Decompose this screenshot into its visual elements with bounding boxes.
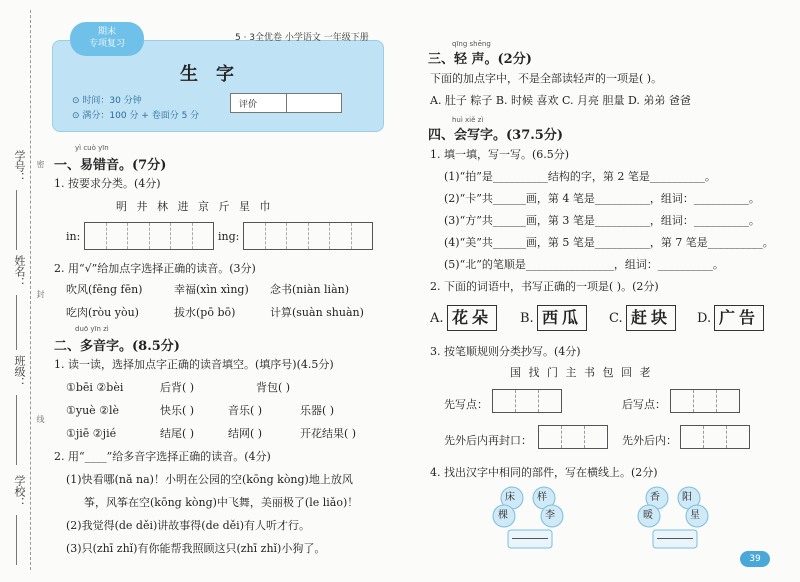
option-line[interactable]: A. 肚子 粽子 B. 时候 喜欢 C. 月亮 胆量 D. 弟弟 爸爸 [430,94,691,107]
option-word-c[interactable]: 赶块 [626,305,676,331]
choice-item[interactable]: 拔水(pō bō) [174,306,236,319]
section-pinyin: qīng shēng [452,40,491,48]
answer-line[interactable] [512,538,548,539]
option-label-d[interactable]: D. [697,311,712,326]
choice-item[interactable]: 计算(suàn shuàn) [270,306,364,319]
fill-line[interactable]: (5)“北”的笔顺是________________，组词：__________。 [444,258,724,271]
fill-line[interactable]: (4)“美”共______画，第 5 笔是__________，第 7 笔是__________。 [444,236,774,249]
option-word-a[interactable]: 花朵 [447,305,497,331]
question-text: 2. 下面的词语中，书写正确的一项是( )。(2分) [430,280,659,293]
fill-item[interactable]: 开花结果( ) [300,427,357,440]
fill-line[interactable]: (3)“方”共______画，第 3 笔是__________，组词：__________。 [444,214,760,227]
choice-item[interactable]: 吃肉(ròu yòu) [66,306,139,319]
answer-box[interactable] [538,425,608,449]
question-text: 4. 找出汉字中相同的部件，写在横线上。(2分) [430,466,658,479]
page-number: 39 [740,551,770,567]
option-label-b[interactable]: B. [520,311,534,326]
student-number-label: 学号： [13,150,26,183]
option-label-a[interactable]: A. [430,311,444,326]
question-text: 2. 用“√”给加点字选择正确的读音。(3分) [54,262,256,275]
time-info: ⊙ 时间：30 分钟 [72,96,142,106]
choice-item[interactable]: 幸福(xìn xìng) [174,283,249,296]
question-text: 2. 用“____”给多音字选择正确的读音。(4分) [54,450,271,463]
question-text: 1. 填一填，写一写。(6.5分) [430,148,570,161]
evaluation-box[interactable] [230,93,342,113]
fill-line[interactable]: (2)“卡”共______画，第 4 笔是__________，组词：__________。 [444,192,760,205]
section-title: 四、会写字。(37.5分) [428,128,563,143]
pot-char: 香 [650,492,660,503]
section-title: 一、易错音。(7分) [54,158,167,173]
fill-item[interactable]: 结尾( ) [160,427,195,440]
category-label: 后写点： [622,398,666,411]
series-line: 5 · 3全优卷 小学语文 一年级下册 [235,33,369,43]
school-label: 学校： [13,475,26,508]
passage-line[interactable]: (2)我觉得(de děi)讲故事得(de děi)有人听才行。 [66,519,310,532]
char-list: 明 井 林 进 京 斤 星 巾 [116,200,274,213]
name-label: 姓名： [13,255,26,288]
section-title: 三、轻 声。(2分) [428,52,532,67]
fill-item[interactable]: 音乐( ) [228,404,263,417]
seal-char: 线 [36,415,45,423]
section-pinyin: huì xiě zì [452,116,484,124]
option-label-c[interactable]: C. [609,311,623,326]
answer-box[interactable] [670,389,740,413]
fill-item[interactable]: 背包( ) [256,381,291,394]
section-pinyin: duō yīn zì [75,325,109,333]
passage-line[interactable]: 筝，风筝在空(kōng kòng)中飞舞，美丽极了(le liǎo)！ [84,496,359,509]
answer-box[interactable] [680,425,750,449]
binding-line [30,10,31,570]
class-label: 班级： [13,355,26,388]
in-answer-grid[interactable] [84,222,214,250]
evaluation-label: 评价 [239,100,258,110]
seal-char: 封 [36,290,45,298]
badge-line-1: 期末 [97,27,116,37]
pot-char: 李 [545,510,555,521]
ing-answer-grid[interactable] [243,222,373,250]
section-title: 二、多音字。(8.5分) [54,339,180,354]
option-word-d[interactable]: 广告 [714,305,764,331]
page-title: 生字 [180,64,252,85]
fill-line[interactable]: (1)“拍”是__________结构的字，第 2 笔是__________。 [444,170,716,183]
category-label: 先外后内： [622,434,677,447]
question-text: 下面的加点字中，不是全部读轻声的一项是( )。 [430,72,663,85]
name-line[interactable] [16,295,17,350]
choice-item[interactable]: 吹风(fēng fēn) [66,283,143,296]
option-word-b[interactable]: 西瓜 [537,305,587,331]
fill-item[interactable]: 乐器( ) [300,404,335,417]
ing-label: ing: [218,230,240,243]
category-label: 先外后内再封口： [444,434,532,447]
pot-char: 床 [505,492,515,503]
passage-line[interactable]: (1)快看哪(nǎ na)！小明在公园的空(kōng kòng)地上放风 [66,473,353,486]
question-text: 1. 按要求分类。(4分) [54,177,161,190]
answer-box[interactable] [492,389,562,413]
pot-char: 样 [537,492,547,503]
school-line[interactable] [16,515,17,565]
answer-line[interactable] [657,538,693,539]
pot-char: 暖 [643,510,653,521]
fill-item[interactable]: 后背( ) [160,381,195,394]
review-badge [70,22,144,56]
pot-char: 棵 [498,510,508,521]
reading-options: ①bēi ②bèi [66,381,124,394]
badge-line-2: 专项复习 [88,39,125,49]
char-list: 国 找 门 主 书 包 回 老 [510,366,653,379]
seal-char: 密 [36,160,45,168]
pot-char: 阳 [682,492,692,503]
class-line[interactable] [16,395,17,465]
fill-item[interactable]: 快乐( ) [160,404,195,417]
question-text: 3. 按笔顺规则分类抄写。(4分) [430,345,581,358]
score-info: ⊙ 满分：100 分 + 卷面分 5 分 [72,111,200,121]
pot-char: 星 [690,510,700,521]
reading-options: ①yuè ②lè [66,404,120,417]
student-number-line[interactable] [16,190,17,250]
section-pinyin: yì cuò yīn [75,144,109,152]
passage-line[interactable]: (3)只(zhī zhǐ)有你能帮我照顾这只(zhī zhǐ)小狗了。 [66,542,326,555]
reading-options: ①jiē ②jié [66,427,117,440]
choice-item[interactable]: 念书(niàn liàn) [270,283,350,296]
fill-item[interactable]: 结网( ) [228,427,263,440]
in-label: in: [66,230,81,243]
category-label: 先写点： [444,398,488,411]
question-text: 1. 读一读，选择加点字正确的读音填空。(填序号)(4.5分) [54,358,334,371]
